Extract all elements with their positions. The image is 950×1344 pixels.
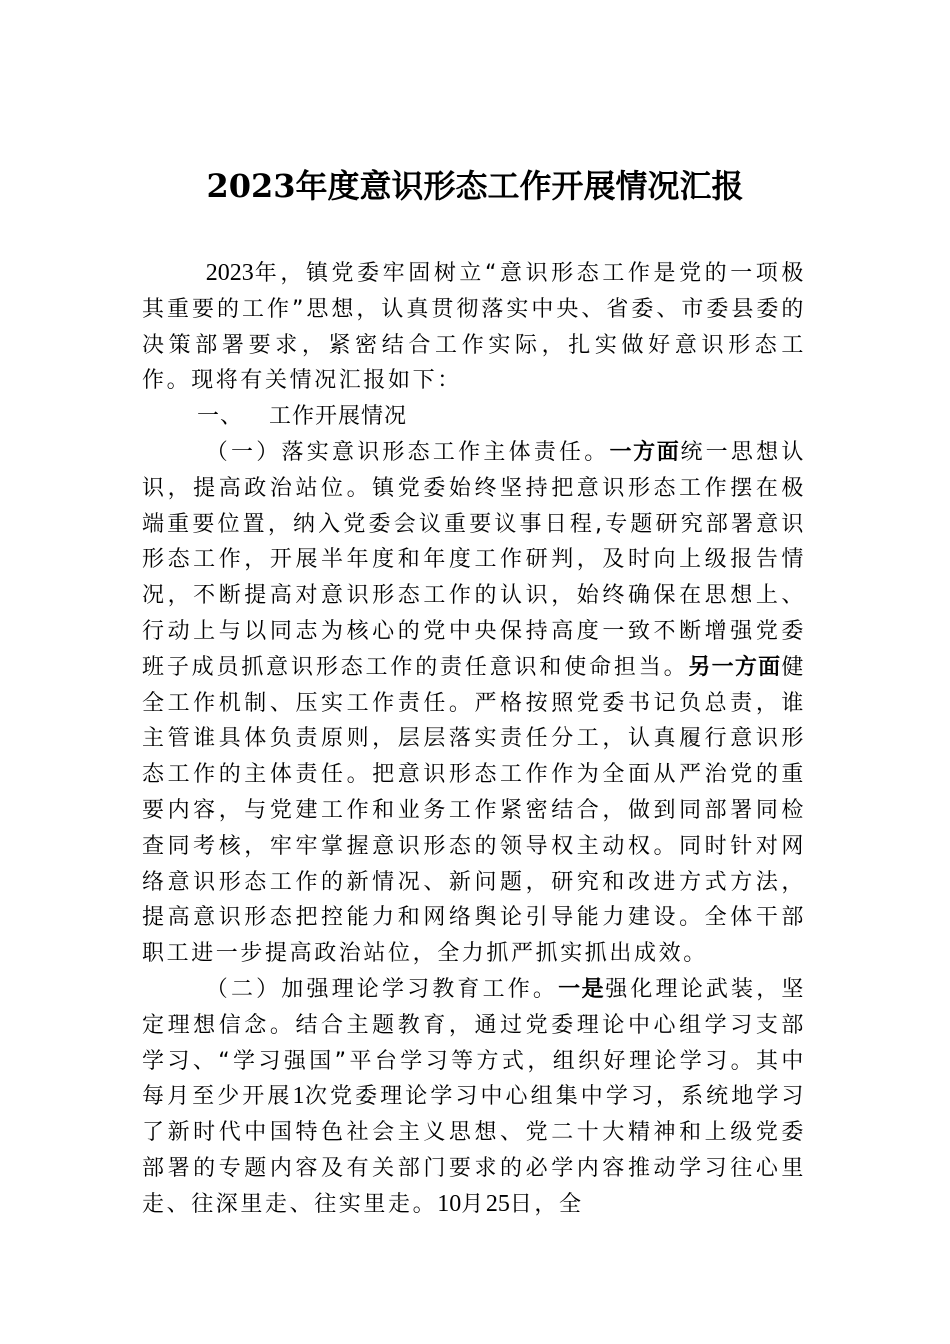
para2-text-four: 日，全 [509,1191,584,1217]
intro-paragraph [142,256,806,399]
para1-lead: （一）落实意识形态工作主体责任。 [205,439,610,465]
intro-text: 年，镇党委牢固树立“意识形态工作是党的一项极其重要的工作”思想，认真贯彻落实中央、省委、市委县委的决策部署要求，紧密结合工作实际，扎实做好意识形态工作。现将有关情况汇报如下： [142,261,806,394]
section-title: 工作开展情况 [269,404,408,430]
para2-day: 25 [485,1190,510,1217]
paragraph-theory-study [142,972,806,1223]
document-body [142,256,806,1223]
para2-month: 10 [437,1190,462,1217]
para1-bold-two: 另一方面 [688,654,782,680]
para2-text-two: 次党委理论学习中心组集中学习，系统地学习了新时代中国特色社会主义思想、党二十大精神和上级党委部署的专题内容及有关部门要求的必学内容推动学习往心里走、往深里走、往实里走。 [142,1084,806,1217]
section-heading-1 [142,399,806,435]
paragraph-responsibility [142,435,806,972]
para2-number-one: 1 [292,1083,305,1110]
para1-bold-one: 一方面 [609,439,681,465]
para2-text-three: 月 [461,1191,486,1217]
para1-text-one: 统一思想认识，提高政治站位。镇党委始终坚持把意识形态工作摆在极端重要位置，纳入党委会议重要议事日程,专题研究部署意识形态工作，开展半年度和年度工作研判，及时向上级报告情况，不断提高对意识形态工作的认识，始终确保在思想上、行动上与以同志为核心的党中央保持高度一致不断增强党委班子成员抓意识形态工作的责任意识和使命担当。 [142,439,806,680]
para2-lead: （二）加强理论学习教育工作。 [205,976,559,1002]
para2-text-one: 强化理论武装，坚定理想信念。结合主题教育，通过党委理论中心组学习支部学习、“学习强国”平台学习等方式，组织好理论学习。其中每月至少开展 [142,976,806,1110]
section-number: 一、 [197,404,244,430]
document-title: 2023年度意识形态工作开展情况汇报 [206,167,744,205]
intro-year: 2023 [205,260,254,286]
para1-text-two: 健全工作机制、压实工作责任。严格按照党委书记负总责，谁主管谁具体负责原则，层层落实责任分工，认真履行意识形态工作的主体责任。把意识形态工作作为全面从严治党的重要内容，与党建工作和业务工作紧密结合，做到同部署同检查同考核，牢牢掌握意识形态的领导权主动权。同时针对网络意识形态工作的新情况、新问题，研究和改进方式方法，提高意识形态把控能力和网络舆论引导能力建设。全体干部职工进一步提高政治站位，全力抓严抓实抓出成效。 [142,654,806,967]
para2-bold-one: 一是 [558,976,606,1002]
